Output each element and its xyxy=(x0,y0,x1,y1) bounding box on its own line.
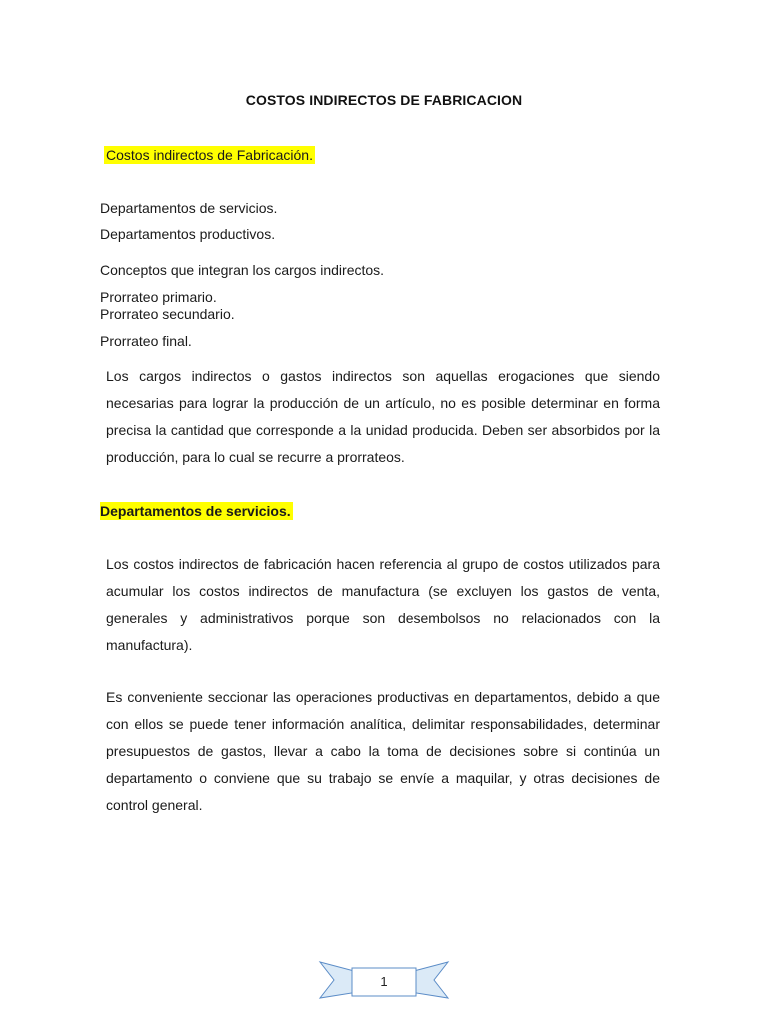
toc-item-conceptos: Conceptos que integran los cargos indirectos. xyxy=(100,262,385,278)
page-title: COSTOS INDIRECTOS DE FABRICACION xyxy=(245,92,523,108)
toc-item-prorrateo-final: Prorrateo final. xyxy=(100,333,192,349)
intro-paragraph: Los cargos indirectos o gastos indirectos son aquellas erogaciones que siendo necesarias para lograr la producción de un artículo, no es posible determinar en forma precisa la cantidad que corresponde a la unidad producida. Deben ser absorbidos por la producción, para lo cual se recurre a prorrateos. xyxy=(106,368,660,465)
section-paragraph-1: Los costos indirectos de fabricación hacen referencia al grupo de costos utilizados para acumular los costos indirectos de manufactura (se excluyen los gastos de venta, generales y administrativos porque son desembolsos no relacionados con la manufactura). xyxy=(106,556,660,653)
toc-heading-highlighted: Costos indirectos de Fabricación. xyxy=(106,147,313,163)
toc-item-departamentos-productivos: Departamentos productivos. xyxy=(100,226,276,242)
toc-item-departamentos-servicios: Departamentos de servicios. xyxy=(100,200,278,216)
toc-item-prorrateo-secundario: Prorrateo secundario. xyxy=(100,306,235,322)
section-heading-departamentos-servicios: Departamentos de servicios. xyxy=(100,503,291,519)
toc-item-prorrateo-primario: Prorrateo primario. xyxy=(100,289,217,305)
page-number: 1 xyxy=(380,974,388,989)
section-paragraph-2: Es conveniente seccionar las operaciones productivas en departamentos, debido a que con ellos se puede tener información analítica, delimitar responsabilidades, determinar presupuestos de gastos, llevar a cabo la toma de decisiones sobre si continúa un departamento o conviene que su trabajo se envíe a maquilar, y otras decisiones de control general. xyxy=(106,689,660,813)
